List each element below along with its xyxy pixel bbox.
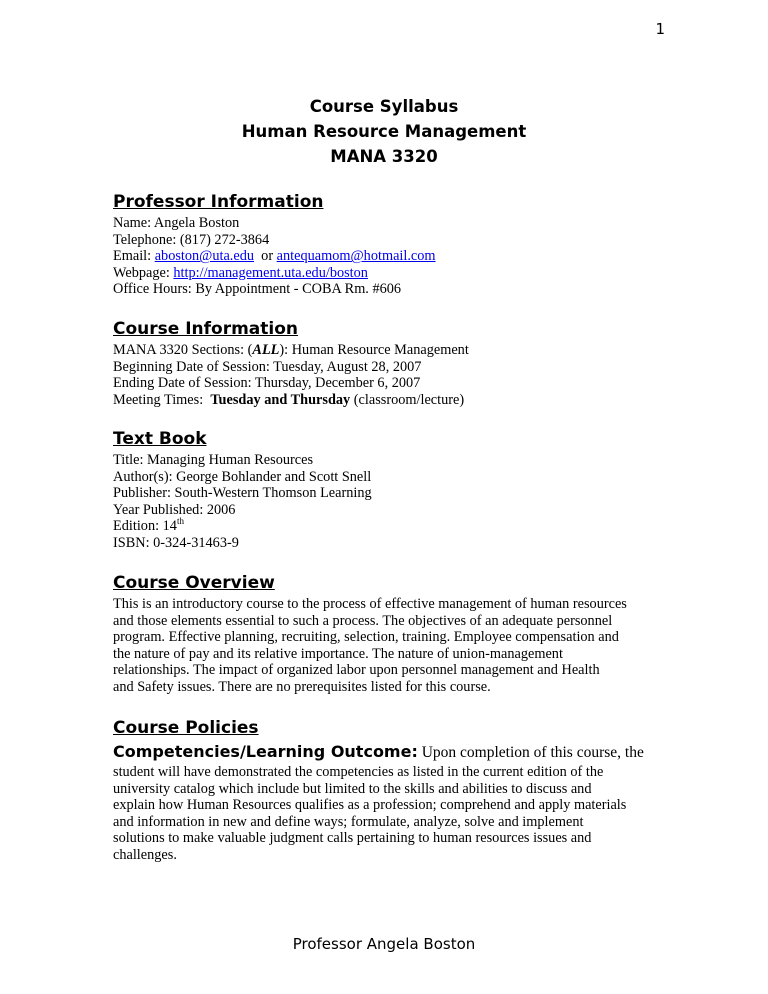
title-line-2: Human Resource Management <box>241 122 527 141</box>
policies-section <box>113 718 673 864</box>
textbook-heading: Text Book <box>113 429 207 449</box>
sections-pre: MANA 3320 Sections: ( <box>113 342 253 358</box>
edition-sup: th <box>176 516 184 527</box>
overview-line: relationships. The impact of organized labor upon personnel management and Health <box>113 662 600 679</box>
webpage-label: Webpage: <box>113 264 174 281</box>
edition-pre: Edition: 14 <box>113 518 177 535</box>
textbook-publisher: Publisher: South-Western Thomson Learning <box>113 485 372 502</box>
textbook-section <box>113 429 673 552</box>
page-number: 1 <box>655 20 665 38</box>
policies-heading: Course Policies <box>113 718 259 738</box>
webpage-link[interactable]: http://management.uta.edu/boston <box>173 264 368 281</box>
course-end-date: Ending Date of Session: Thursday, December 6, 2007 <box>113 375 421 392</box>
title-line-1: Course Syllabus <box>309 97 459 116</box>
textbook-edition <box>113 518 673 535</box>
meeting-pre: Meeting Times: <box>113 391 211 408</box>
textbook-isbn: ISBN: 0-324-31463-9 <box>113 534 239 551</box>
document-title-block <box>0 94 768 169</box>
professor-name: Name: Angela Boston <box>113 215 240 231</box>
competencies-first-text: Upon completion of this course, the <box>417 744 644 761</box>
email-or: or <box>254 248 277 265</box>
overview-line: program. Effective planning, recruiting, selection, training. Employee compensation and <box>113 629 619 646</box>
course-begin-date: Beginning Date of Session: Tuesday, August 28, 2007 <box>113 358 422 375</box>
competencies-subheading: Competencies/Learning Outcome: <box>113 742 418 761</box>
overview-line: and those elements essential to such a process. The objectives of an adequate personnel <box>113 612 613 629</box>
sections-all: ALL <box>252 342 280 358</box>
meeting-days: Tuesday and Thursday <box>210 391 351 408</box>
email-label: Email: <box>113 248 155 265</box>
course-sections-line <box>113 342 673 359</box>
sections-post: ): Human Resource Management <box>279 342 469 358</box>
overview-line: the nature of pay and its relative importance. The nature of union-management <box>113 645 563 662</box>
overview-line: and Safety issues. There are no prerequisites listed for this course. <box>113 678 491 695</box>
overview-line: This is an introductory course to the process of effective management of human resources <box>113 596 627 612</box>
competencies-line: challenges. <box>113 846 177 863</box>
competencies-line: student will have demonstrated the competencies as listed in the current edition of the <box>113 764 604 780</box>
competencies-line: university catalog which include but limited to the skills and abilities to discuss and <box>113 780 592 797</box>
course-info-section <box>113 319 673 408</box>
professor-office-hours: Office Hours: By Appointment - COBA Rm. #606 <box>113 281 402 298</box>
title-line-3: MANA 3320 <box>330 147 438 166</box>
textbook-authors: Author(s): George Bohlander and Scott Snell <box>113 468 372 485</box>
overview-heading: Course Overview <box>113 573 275 593</box>
email-link-uta[interactable]: aboston@uta.edu <box>154 248 255 265</box>
professor-email-line <box>113 248 673 265</box>
overview-section <box>113 573 673 696</box>
textbook-year: Year Published: 2006 <box>113 501 236 518</box>
professor-heading: Professor Information <box>113 192 324 212</box>
professor-webpage-line <box>113 265 673 282</box>
meeting-post: (classroom/lecture) <box>350 391 465 408</box>
professor-telephone: Telephone: (817) 272-3864 <box>113 231 270 248</box>
competencies-line: solutions to make valuable judgment calls pertaining to human resources issues and <box>113 830 592 847</box>
course-info-heading: Course Information <box>113 319 299 339</box>
course-meeting-times <box>113 392 673 409</box>
textbook-title: Title: Managing Human Resources <box>113 452 314 468</box>
competencies-first-line <box>113 741 673 764</box>
email-link-hotmail[interactable]: antequamom@hotmail.com <box>276 248 436 265</box>
competencies-line: explain how Human Resources qualifies as a profession; comprehend and apply materials <box>113 797 627 814</box>
professor-section <box>113 192 673 298</box>
page-footer: Professor Angela Boston <box>292 935 476 953</box>
competencies-line: and information in new and define ways; formulate, analyze, solve and implement <box>113 813 584 830</box>
